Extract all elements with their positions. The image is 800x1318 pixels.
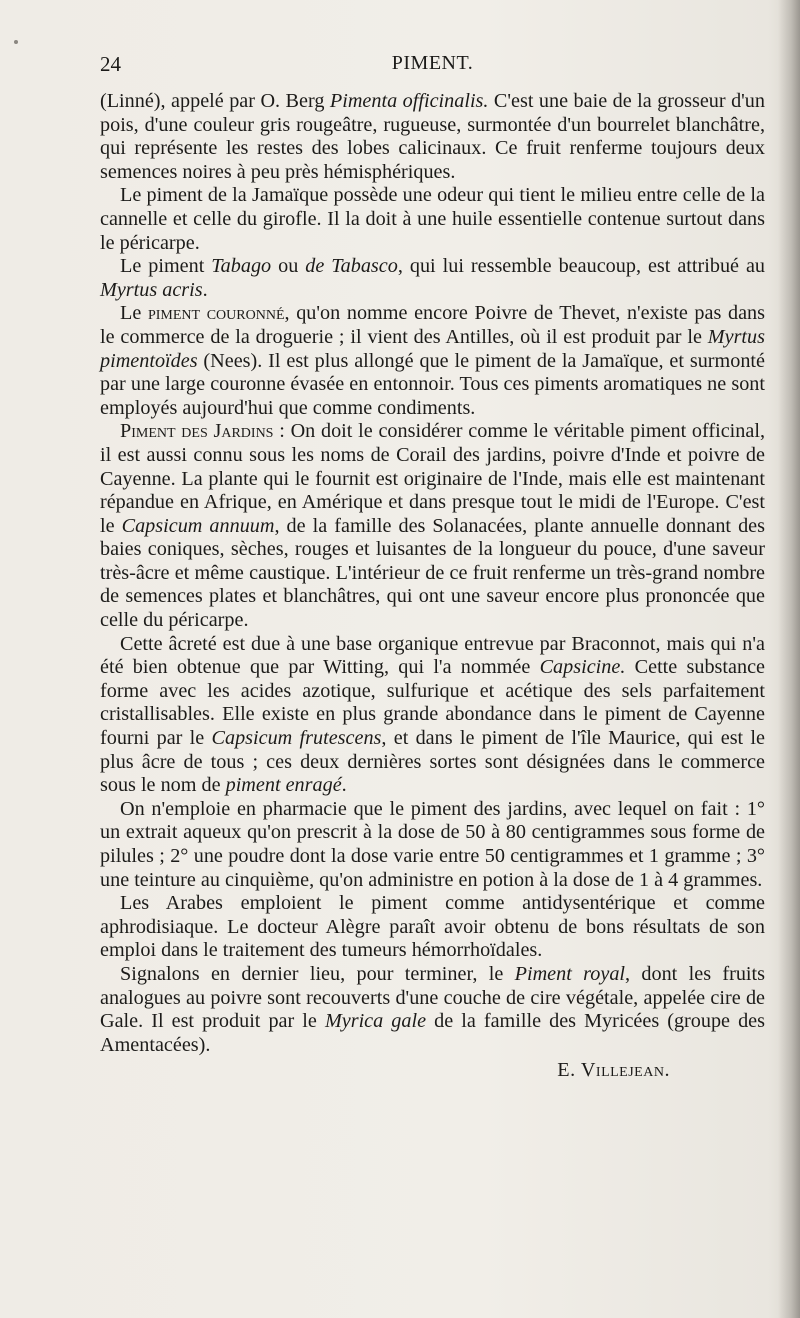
latin-name: Capsicum frutescens [211,727,382,750]
paragraph-4 [100,302,765,420]
text-run: . [202,278,208,301]
text-run: , et dans le piment de l'île Maurice, qui est le plus âcre de tous ; ces deux dernières sortes sont désignées dans le commerce sous le nom de [100,727,766,797]
text-run: , dont les fruits analogues au poivre sont recouverts d'une couche de cire végétale, appelée cire de Gale. Il est produit par le [100,962,765,1033]
paragraph-8 [100,892,765,963]
text-run: Le piment de la Jamaïque possède une odeur qui tient le milieu entre celle de la cannelle et celle du girofle. Il la doit à une huile essentielle contenue surtout dans le péricarpe. [100,184,765,254]
italic-term: Capsicine. [539,656,626,679]
paragraph-3 [100,255,765,302]
text-run: On n'emploie en pharmacie que le piment des jardins, avec lequel on fait : 1° un extrait aqueux qu'on prescrit à la dose de 50 à 80 centigrammes sous forme de pilules ; 2° une poudre dont la dose varie entre 50 centigrammes et 1 gramme ; 3° une teinture au cinquième, qu'on administre en potion à la dose de 1 à 4 grammes. [100,797,765,891]
latin-name: Pimenta officinalis. [329,90,489,112]
italic-term: de Tabasco [305,255,398,278]
text-run: , de la famille des Solanacées, plante annuelle donnant des baies coniques, sèches, rouges et luisantes de la longueur du pouce, d'une saveur très-âcre et même caustique. L'intérieur de ce fruit renferme un très-grand nombre de semences plates et blanchâtres, qui ont une saveur encore plus prononcée que celle du péricarpe. [100,514,765,632]
page-number: 24 [100,52,121,76]
latin-name: Myrtus pimentoïdes [100,325,765,372]
text-run: Les Arabes emploient le piment comme antidysentérique et comme aphrodisiaque. Le docteur Alègre paraît avoir obtenu de bons résultats de son emploi dans le traitement des tumeurs hémorrhoïdales. [100,892,765,962]
paragraph-5 [100,420,765,632]
paper-speck [14,40,18,44]
paragraph-2 [100,184,765,255]
running-title: PIMENT. [391,52,474,74]
text-run: Signalons en dernier lieu, pour terminer, le [120,962,515,985]
text-run: (Nees). Il est plus allongé que le piment de la Jamaïque, et surmonté par une large couronne évasée en entonnoir. Tous ces piments aromatiques ne sont employés aujourd'hui que comme condiments. [100,349,765,419]
text-run: C'est une baie de la grosseur d'un pois, d'une couleur gris rougeâtre, rugueuse, surmontée d'un bourrelet blanchâtre, qui représente les restes des lobes calicinaux. Ce fruit renferme toujours deux semences noires à peu près hémisphériques. [100,90,765,183]
italic-term: piment enragé [225,774,342,797]
latin-name: Myrtus acris [100,278,203,301]
text-run: : On doit le considérer comme le véritable piment officinal, il est aussi connu sous les noms de Corail des jardins, poivre d'Inde et poivre de Cayenne. La plante qui le fournit est originaire de l'Inde, mais elle est maintenant répandue en Afrique, en Amérique et dans presque tout le midi de l'Europe. C'est le [100,420,765,537]
latin-name: Capsicum annuum [121,514,275,537]
text-run: , qu'on nomme encore Poivre de Thevet, n'existe pas dans le commerce de la droguerie ; il vient des Antilles, où il est produit par le [100,302,765,348]
page-header [100,52,765,86]
small-caps-term: Piment des Jardins [120,420,274,443]
paragraph-9 [100,963,765,1057]
text-run: (Linné), appelé par O. Berg [100,90,330,112]
article-body [100,90,765,1083]
italic-term: Tabago [211,255,272,278]
italic-term: Piment royal [514,962,626,985]
text-run: de la famille des Myricées (groupe des Amentacées). [100,1010,765,1056]
text-run: Cette substance forme avec les acides azotique, sulfurique et acétique des sels parfaitement cristallisables. Elle existe en plus grande abondance dans le piment de Cayenne fourni par le [100,656,765,750]
text-run: , qui lui ressemble beaucoup, est attribué au [397,255,766,278]
paragraph-6 [100,633,765,798]
text-run: . [341,774,347,797]
text-run: Le piment [120,255,212,278]
paragraph-1 [100,90,765,184]
text-run: ou [271,255,306,278]
latin-name: Myrica gale [324,1010,427,1033]
paragraph-7 [100,798,765,892]
small-caps-term: piment couronné [147,302,285,325]
author-signature: E. Villejean. [557,1059,670,1082]
text-run: Le [120,302,148,325]
page-spine-shadow [778,0,800,1318]
text-run: Cette âcreté est due à une base organique entrevue par Braconnot, mais qui n'a été bien obtenue que par Witting, qui l'a nommée [100,632,765,679]
